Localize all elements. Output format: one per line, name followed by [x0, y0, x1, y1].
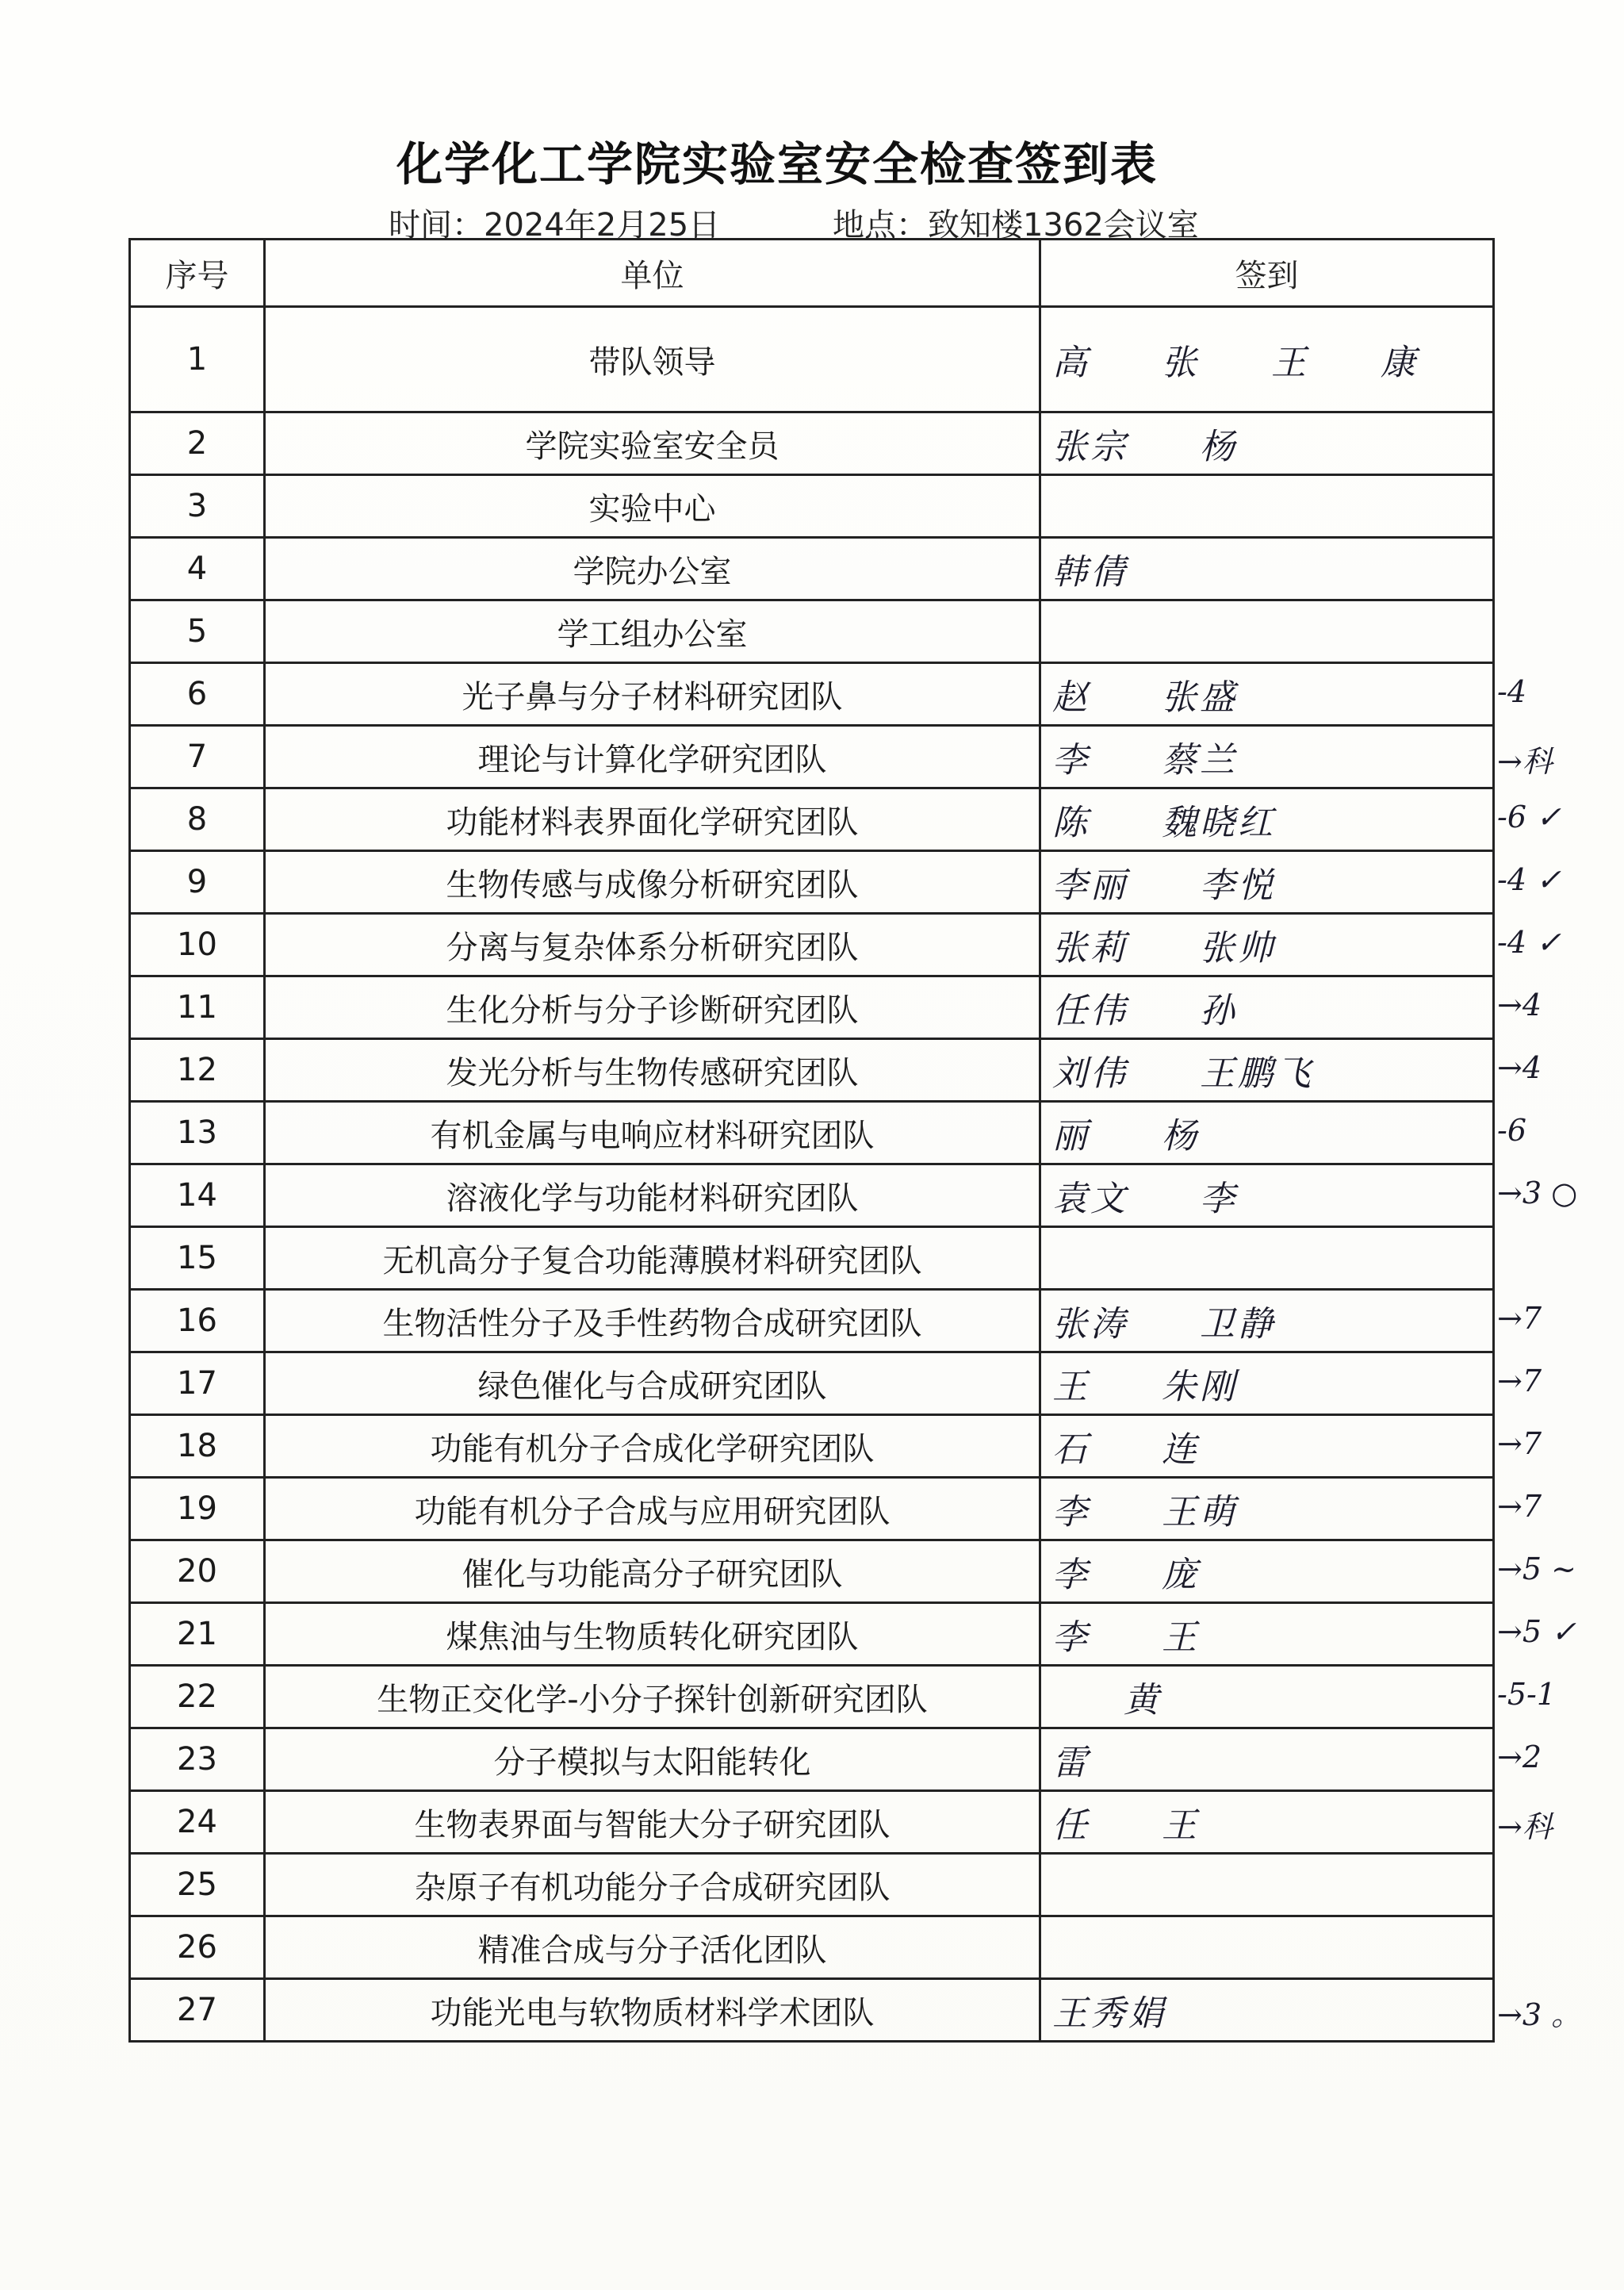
handwritten-signature	[1052, 334, 1419, 385]
margin-note: -6	[1497, 1112, 1527, 1148]
row-number: 8	[130, 788, 265, 851]
table-row	[130, 1290, 1494, 1352]
handwritten-signature	[1052, 919, 1276, 970]
margin-note: →3 。	[1497, 1997, 1582, 2032]
table-row	[130, 1164, 1494, 1227]
margin-note: →5 ~	[1497, 1551, 1576, 1586]
row-unit: 学院实验室安全员	[265, 412, 1040, 475]
handwritten-signature	[1052, 669, 1238, 719]
row-number: 24	[130, 1791, 265, 1854]
row-number: 2	[130, 412, 265, 475]
handwritten-signature	[1052, 1107, 1200, 1158]
handwritten-signature	[1052, 794, 1276, 845]
row-signature-cell	[1040, 1478, 1494, 1540]
row-signature-cell	[1040, 307, 1494, 412]
row-number: 11	[130, 976, 265, 1039]
margin-note: →科	[1497, 1809, 1553, 1844]
signature-name: 张盛	[1162, 677, 1238, 718]
signature-name: 王秀娟	[1052, 1993, 1166, 2034]
signature-name: 任	[1052, 1805, 1090, 1846]
table-row	[130, 914, 1494, 976]
margin-note: →7	[1497, 1300, 1542, 1336]
signature-name: 石	[1052, 1429, 1090, 1470]
table-row	[130, 1791, 1494, 1854]
signature-name: 魏晓红	[1162, 803, 1276, 843]
table-row	[130, 663, 1494, 726]
margin-note: →7	[1497, 1425, 1542, 1461]
row-signature-cell	[1040, 538, 1494, 600]
margin-note: -4	[1497, 673, 1527, 709]
handwritten-signature	[1052, 1045, 1314, 1095]
table-row	[130, 600, 1494, 663]
table-row	[130, 788, 1494, 851]
signature-name: 李丽	[1052, 865, 1128, 906]
row-unit: 光子鼻与分子材料研究团队	[265, 663, 1040, 726]
row-unit: 实验中心	[265, 475, 1040, 538]
margin-note: →7	[1497, 1363, 1542, 1398]
row-number: 10	[130, 914, 265, 976]
table-body	[130, 307, 1494, 2042]
signature-name: 李	[1052, 1492, 1090, 1532]
margin-note: →7	[1497, 1488, 1542, 1524]
handwritten-signature	[1052, 1609, 1200, 1659]
signature-name: 刘伟	[1052, 1053, 1128, 1094]
row-signature-cell	[1040, 726, 1494, 788]
table-row	[130, 1540, 1494, 1603]
table-row	[130, 1603, 1494, 1666]
signature-name: 蔡兰	[1162, 740, 1238, 781]
handwritten-signature	[1052, 1734, 1090, 1785]
row-signature-cell	[1040, 1227, 1494, 1290]
handwritten-signature	[1052, 982, 1238, 1033]
row-signature-cell	[1040, 1791, 1494, 1854]
sign-in-table	[128, 238, 1495, 2043]
row-signature-cell	[1040, 1039, 1494, 1102]
table-row	[130, 1979, 1494, 2042]
row-number: 14	[130, 1164, 265, 1227]
margin-note: -4 ✓	[1497, 924, 1561, 960]
signature-name: 雷	[1052, 1743, 1090, 1783]
column-header-number: 序号	[130, 240, 265, 307]
signature-name: 李	[1052, 1617, 1090, 1658]
row-unit: 无机高分子复合功能薄膜材料研究团队	[265, 1227, 1040, 1290]
row-number: 5	[130, 600, 265, 663]
table-row	[130, 475, 1494, 538]
signature-name: 卫静	[1200, 1304, 1276, 1344]
row-unit: 发光分析与生物传感研究团队	[265, 1039, 1040, 1102]
row-unit: 学院办公室	[265, 538, 1040, 600]
table-row	[130, 1227, 1494, 1290]
row-signature-cell	[1040, 1854, 1494, 1916]
handwritten-signature	[1052, 1797, 1200, 1847]
signature-name: 王萌	[1162, 1492, 1238, 1532]
row-unit: 绿色催化与合成研究团队	[265, 1352, 1040, 1415]
row-number: 13	[130, 1102, 265, 1164]
row-number: 22	[130, 1666, 265, 1728]
signature-name: 李	[1052, 1555, 1090, 1595]
row-signature-cell	[1040, 1916, 1494, 1979]
signature-name: 王鹏飞	[1200, 1053, 1314, 1094]
row-unit: 生物正交化学-小分子探针创新研究团队	[265, 1666, 1040, 1728]
row-signature-cell	[1040, 1290, 1494, 1352]
signature-name: 张帅	[1200, 928, 1276, 969]
row-unit: 功能材料表界面化学研究团队	[265, 788, 1040, 851]
table-row	[130, 1352, 1494, 1415]
row-signature-cell	[1040, 600, 1494, 663]
handwritten-signature	[1052, 1671, 1162, 1722]
row-unit: 带队领导	[265, 307, 1040, 412]
handwritten-signature	[1052, 857, 1276, 907]
handwritten-signature	[1052, 1358, 1238, 1409]
row-unit: 学工组办公室	[265, 600, 1040, 663]
signature-name: 朱刚	[1162, 1367, 1238, 1407]
margin-note: →2	[1497, 1739, 1542, 1774]
margin-note: →3 ○	[1497, 1175, 1578, 1210]
row-number: 21	[130, 1603, 265, 1666]
signature-name: 李悦	[1200, 865, 1276, 906]
row-unit: 杂原子有机功能分子合成研究团队	[265, 1854, 1040, 1916]
table-row	[130, 412, 1494, 475]
handwritten-signature	[1052, 1295, 1276, 1346]
table-header-row	[130, 240, 1494, 307]
row-unit: 有机金属与电响应材料研究团队	[265, 1102, 1040, 1164]
row-number: 20	[130, 1540, 265, 1603]
signature-name: 王	[1052, 1367, 1090, 1407]
row-unit: 分子模拟与太阳能转化	[265, 1728, 1040, 1791]
row-signature-cell	[1040, 788, 1494, 851]
signature-name: 高	[1052, 343, 1090, 383]
row-number: 12	[130, 1039, 265, 1102]
row-unit: 功能有机分子合成化学研究团队	[265, 1415, 1040, 1478]
table-row	[130, 1916, 1494, 1979]
handwritten-signature	[1052, 1985, 1166, 2035]
signature-name: 陈	[1052, 803, 1090, 843]
margin-note: →4	[1497, 1049, 1542, 1085]
table-row	[130, 851, 1494, 914]
row-signature-cell	[1040, 412, 1494, 475]
row-number: 4	[130, 538, 265, 600]
row-number: 1	[130, 307, 265, 412]
column-header-signature: 签到	[1040, 240, 1494, 307]
row-number: 26	[130, 1916, 265, 1979]
signature-name: 连	[1162, 1429, 1200, 1470]
row-number: 25	[130, 1854, 265, 1916]
row-number: 7	[130, 726, 265, 788]
row-number: 17	[130, 1352, 265, 1415]
row-signature-cell	[1040, 1540, 1494, 1603]
row-signature-cell	[1040, 1102, 1494, 1164]
signature-name: 丽	[1052, 1116, 1090, 1157]
table-row	[130, 307, 1494, 412]
signature-name: 赵	[1052, 677, 1090, 718]
table-row	[130, 1415, 1494, 1478]
margin-note: -4 ✓	[1497, 861, 1561, 897]
row-number: 15	[130, 1227, 265, 1290]
row-unit: 分离与复杂体系分析研究团队	[265, 914, 1040, 976]
signature-name: 王	[1162, 1805, 1200, 1846]
signature-name: 黄	[1124, 1680, 1162, 1720]
row-number: 6	[130, 663, 265, 726]
table-row	[130, 1728, 1494, 1791]
signature-name: 张宗	[1052, 427, 1128, 467]
table-row	[130, 1478, 1494, 1540]
signature-name: 王	[1162, 1617, 1200, 1658]
meeting-time: 时间：2024年2月25日	[389, 207, 721, 244]
row-signature-cell	[1040, 851, 1494, 914]
row-signature-cell	[1040, 976, 1494, 1039]
margin-note: -5-1	[1497, 1676, 1557, 1712]
row-signature-cell	[1040, 1603, 1494, 1666]
signature-name: 任伟	[1052, 991, 1128, 1031]
handwritten-signature	[1052, 1546, 1200, 1597]
signature-name: 袁文	[1052, 1179, 1128, 1219]
margin-note: -6 ✓	[1497, 799, 1561, 834]
row-unit: 溶液化学与功能材料研究团队	[265, 1164, 1040, 1227]
column-header-unit: 单位	[265, 240, 1040, 307]
row-signature-cell	[1040, 1728, 1494, 1791]
signature-name: 杨	[1200, 427, 1238, 467]
table-row	[130, 976, 1494, 1039]
signature-name: 李	[1200, 1179, 1238, 1219]
signature-name: 康	[1381, 343, 1419, 383]
sheet-title: 化学化工学院实验室安全检查签到表	[396, 137, 1159, 191]
row-signature-cell	[1040, 914, 1494, 976]
margin-note: →科	[1497, 743, 1553, 779]
signature-name: 李	[1052, 740, 1090, 781]
row-number: 18	[130, 1415, 265, 1478]
row-unit: 精准合成与分子活化团队	[265, 1916, 1040, 1979]
handwritten-signature	[1052, 731, 1238, 782]
margin-note: →5 ✓	[1497, 1613, 1576, 1649]
signature-name: 王	[1271, 343, 1309, 383]
row-number: 9	[130, 851, 265, 914]
row-number: 16	[130, 1290, 265, 1352]
row-signature-cell	[1040, 663, 1494, 726]
row-unit: 催化与功能高分子研究团队	[265, 1540, 1040, 1603]
row-signature-cell	[1040, 475, 1494, 538]
row-number: 3	[130, 475, 265, 538]
table-row	[130, 1666, 1494, 1728]
handwritten-signature	[1052, 1170, 1238, 1221]
signature-name: 张涛	[1052, 1304, 1128, 1344]
table-row	[130, 1854, 1494, 1916]
row-unit: 生化分析与分子诊断研究团队	[265, 976, 1040, 1039]
row-unit: 煤焦油与生物质转化研究团队	[265, 1603, 1040, 1666]
signature-name: 孙	[1200, 991, 1238, 1031]
handwritten-signature	[1052, 1421, 1200, 1471]
table-row	[130, 1039, 1494, 1102]
handwritten-signature	[1052, 543, 1128, 594]
signature-name: 韩倩	[1052, 552, 1128, 593]
row-unit: 生物活性分子及手性药物合成研究团队	[265, 1290, 1040, 1352]
row-unit: 理论与计算化学研究团队	[265, 726, 1040, 788]
signature-name: 庞	[1162, 1555, 1200, 1595]
meeting-place: 地点：致知楼1362会议室	[833, 207, 1199, 244]
signature-name: 张莉	[1052, 928, 1128, 969]
signature-name: 张	[1162, 343, 1200, 383]
row-number: 19	[130, 1478, 265, 1540]
signature-name: 杨	[1162, 1116, 1200, 1157]
row-number: 27	[130, 1979, 265, 2042]
row-signature-cell	[1040, 1352, 1494, 1415]
row-unit: 功能有机分子合成与应用研究团队	[265, 1478, 1040, 1540]
row-unit: 生物传感与成像分析研究团队	[265, 851, 1040, 914]
row-signature-cell	[1040, 1164, 1494, 1227]
handwritten-signature	[1052, 418, 1238, 469]
row-unit: 生物表界面与智能大分子研究团队	[265, 1791, 1040, 1854]
row-signature-cell	[1040, 1415, 1494, 1478]
table-row	[130, 726, 1494, 788]
table-row	[130, 1102, 1494, 1164]
handwritten-signature	[1052, 1483, 1238, 1534]
row-unit: 功能光电与软物质材料学术团队	[265, 1979, 1040, 2042]
row-number: 23	[130, 1728, 265, 1791]
table-row	[130, 538, 1494, 600]
margin-note: →4	[1497, 987, 1542, 1022]
row-signature-cell	[1040, 1666, 1494, 1728]
row-signature-cell	[1040, 1979, 1494, 2042]
